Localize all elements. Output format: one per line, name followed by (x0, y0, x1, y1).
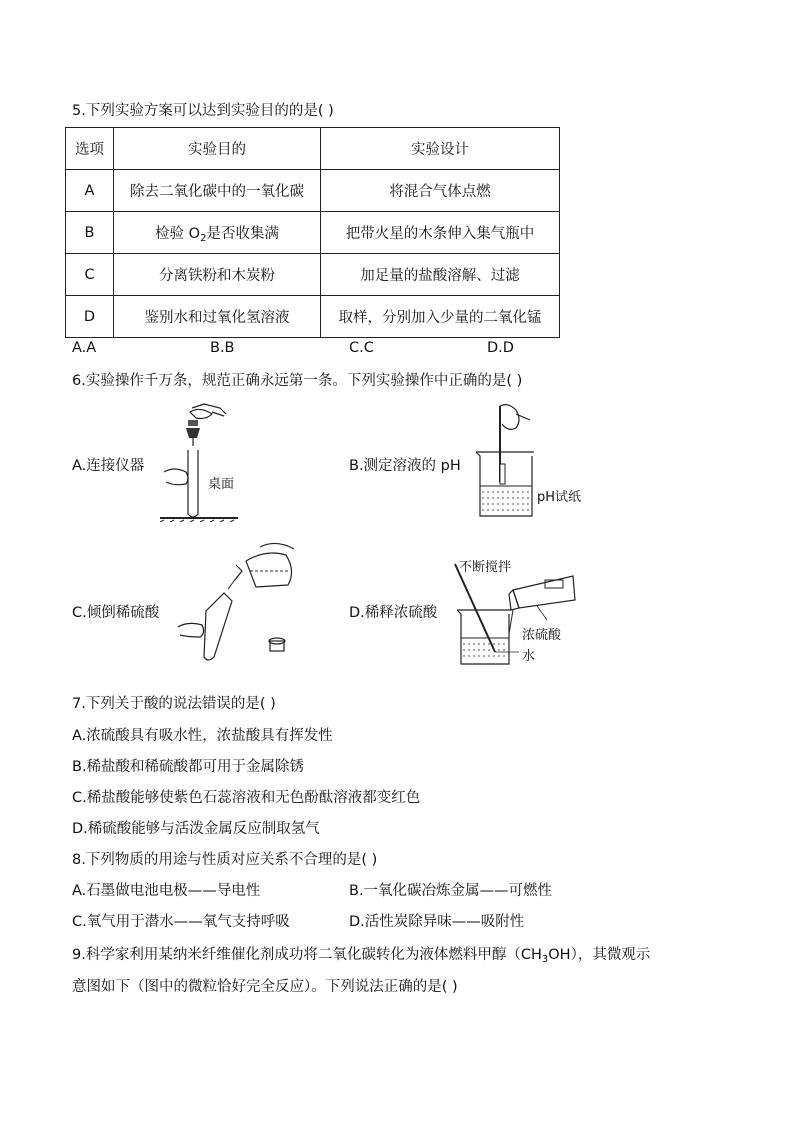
table-cell-purpose (114, 212, 321, 254)
q6-stem: 6.实验操作千万条，规范正确永远第一条。下列实验操作中正确的是( ) (72, 373, 523, 389)
q7-stem: 7.下列关于酸的说法错误的是( ) (72, 696, 276, 712)
figure-measure-ph (470, 402, 540, 520)
purpose-text: 检验 O (155, 225, 201, 242)
table-cell-option: C (66, 254, 114, 296)
q9-stem-line2: 意图如下（图中的微粒恰好完全反应）。下列说法正确的是( ) (72, 979, 458, 995)
q6-option-a-label[interactable]: A.连接仪器 (72, 458, 145, 474)
q9-text: 9.科学家利用某纳米纤维催化剂成功将二氧化碳转化为液体燃料甲醇（CH (72, 947, 542, 963)
q7-choice-a[interactable]: A.浓硫酸具有吸水性，浓盐酸具有挥发性 (72, 728, 333, 744)
table-header: 选项 (66, 128, 114, 170)
q8-choice-d[interactable]: D.活性炭除异味——吸附性 (349, 914, 525, 930)
table-cell-purpose: 除去二氧化碳中的一氧化碳 (114, 170, 321, 212)
table-cell-purpose: 分离铁粉和木炭粉 (114, 254, 321, 296)
figure-dilute-acid (447, 560, 577, 668)
table-cell-option: D (66, 296, 114, 338)
figure-label-conc-acid: 浓硫酸 (522, 628, 562, 643)
q7-choice-b[interactable]: B.稀盐酸和稀硫酸都可用于金属除锈 (72, 759, 305, 775)
purpose-text: 是否收集满 (206, 225, 279, 242)
q8-choice-c[interactable]: C.氧气用于潜水——氧气支持呼吸 (72, 914, 290, 930)
figure-label-stir: 不断搅拌 (459, 560, 512, 575)
connect-instruments-illustration (160, 402, 240, 522)
table-row (66, 254, 560, 296)
table-cell-design: 加足量的盐酸溶解、过滤 (321, 254, 560, 296)
table-cell-design: 取样，分别加入少量的二氧化锰 (321, 296, 560, 338)
q9-stem-line1 (72, 943, 650, 965)
q6-option-d-label[interactable]: D.稀释浓硫酸 (349, 605, 438, 621)
q6-option-c-label[interactable]: C.倾倒稀硫酸 (72, 605, 160, 621)
table-header-row (66, 128, 560, 170)
figure-label-ph-paper: pH试纸 (537, 490, 582, 505)
choice-d[interactable]: D.D (487, 340, 514, 356)
pour-acid-illustration (176, 541, 306, 663)
measure-ph-illustration (470, 402, 540, 520)
table-cell-option: B (66, 212, 114, 254)
q7-choice-c[interactable]: C.稀盐酸能够使紫色石蕊溶液和无色酚酞溶液都变红色 (72, 790, 421, 806)
figure-pour-acid (176, 541, 306, 663)
choice-c[interactable]: C.C (349, 340, 374, 356)
table-cell-option: A (66, 170, 114, 212)
table-cell-design: 将混合气体点燃 (321, 170, 560, 212)
q9-text: OH），其微观示 (548, 947, 651, 963)
q5-stem: 5.下列实验方案可以达到实验目的的是( ) (72, 103, 334, 119)
table-row (66, 212, 560, 254)
dilute-acid-illustration (447, 560, 577, 668)
table-row (66, 170, 560, 212)
table-header: 实验目的 (114, 128, 321, 170)
q8-choice-a[interactable]: A.石墨做电池电极——导电性 (72, 883, 261, 899)
subscript: 3 (541, 954, 549, 965)
q8-stem: 8.下列物质的用途与性质对应关系不合理的是( ) (72, 852, 378, 868)
q7-choice-d[interactable]: D.稀硫酸能够与活泼金属反应制取氢气 (72, 821, 320, 837)
subscript: 2 (200, 232, 207, 244)
figure-label-desk: 桌面 (208, 477, 235, 492)
table-header: 实验设计 (321, 128, 560, 170)
figure-connect-instruments (160, 402, 240, 522)
table-cell-design: 把带火星的木条伸入集气瓶中 (321, 212, 560, 254)
q5-table (65, 127, 560, 338)
table-row (66, 296, 560, 338)
q6-option-b-label[interactable]: B.测定溶液的 pH (349, 458, 461, 474)
choice-b[interactable]: B.B (210, 340, 235, 356)
figure-label-water: 水 (522, 649, 536, 664)
table-cell-purpose: 鉴别水和过氧化氢溶液 (114, 296, 321, 338)
q8-choice-b[interactable]: B.一氧化碳冶炼金属——可燃性 (349, 883, 553, 899)
choice-a[interactable]: A.A (72, 340, 97, 356)
